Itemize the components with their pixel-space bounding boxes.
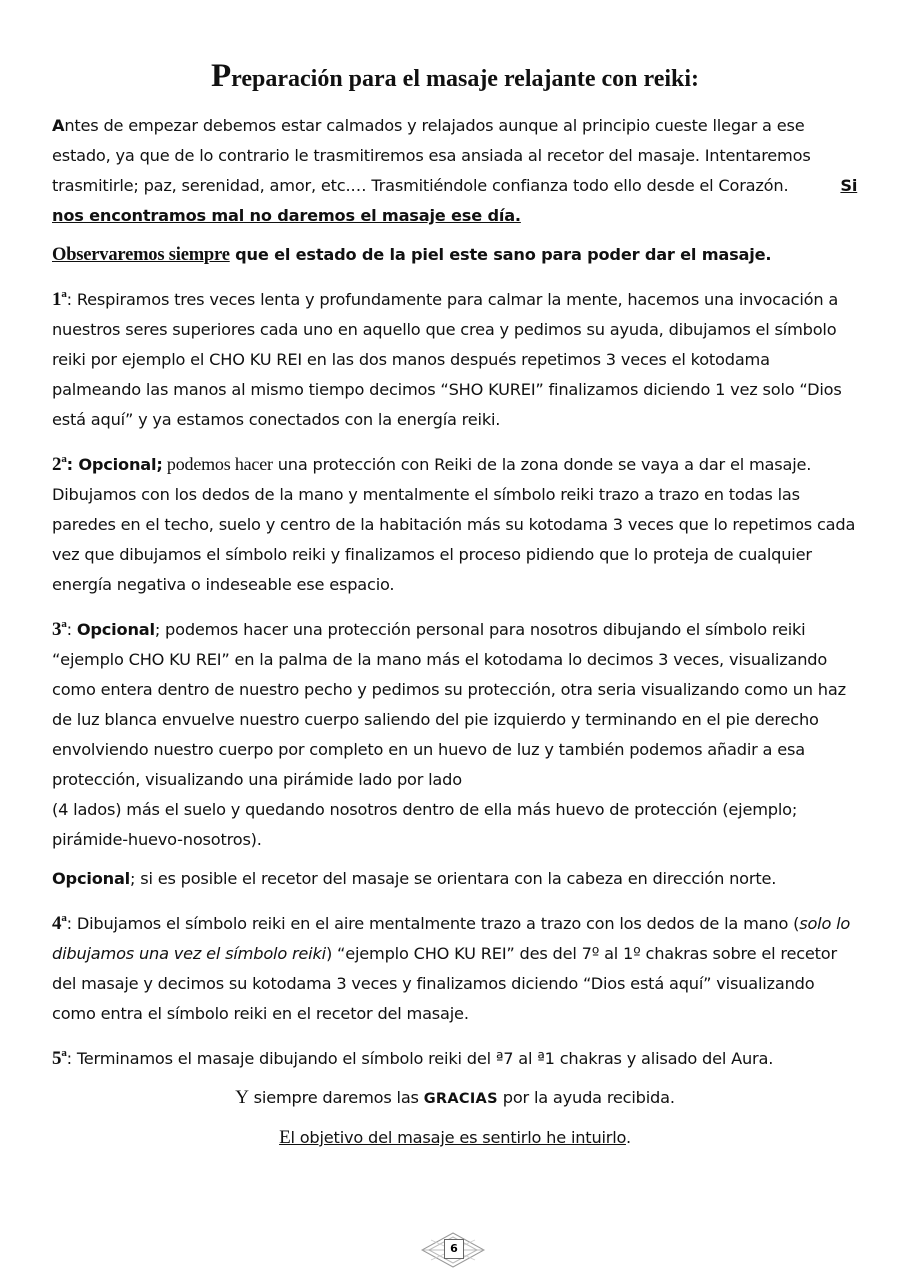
intro-warning: Si nos encontramos mal no daremos el masaje ese día. <box>52 176 858 225</box>
step-1-number: 1$^a$ <box>52 288 67 310</box>
step-2-label: : Opcional; <box>66 455 163 474</box>
step-2 <box>52 444 858 600</box>
title-cap: P <box>210 58 232 94</box>
step-3-number: 3$^a$ <box>52 618 67 640</box>
closing-cap: E <box>279 1127 291 1148</box>
step-3-pre: : <box>66 620 77 639</box>
thanks-text: siempre daremos las <box>248 1088 424 1107</box>
step-2-serif: podemos hacer <box>162 454 273 474</box>
thanks-gracias: GRACIAS <box>423 1091 498 1107</box>
step-2-text: una protección con Reiki de la zona donde se vaya a dar el masaje. Dibujamos con los dedos de la mano y mentalmente el símbolo reiki trazo a trazo en todas las paredes en el techo, suelo y centro de la habitación más su kotodama 3 veces que lo repetimos cada vez que dibujamos el símbolo reiki y finalizamos el proceso pidiendo que lo proteja de cualquier energía negativa o indeseable ese espacio. <box>52 455 856 594</box>
closing-underlined <box>279 1128 626 1147</box>
thanks-text-end: por la ayuda recibida. <box>497 1088 675 1107</box>
step-5-text: : Terminamos el masaje dibujando el símbolo reiki del ª7 al ª1 chakras y alisado del Aura. <box>66 1049 774 1068</box>
intro-text: ntes de empezar debemos estar calmados y relajados aunque al principio cueste llegar a ese estado, ya que de lo contrario le trasmitiremos esa ansiada al recetor del masaje. Intentaremos trasmitirle; paz, serenidad, amor, etc.… Trasmitiéndole confianza todo ello desde el Corazón. <box>52 116 811 195</box>
step-1 <box>52 279 858 435</box>
document-page <box>52 56 858 1162</box>
step-3 <box>52 609 858 855</box>
observe-text: que el estado de la piel este sano para poder dar el masaje. <box>229 245 772 264</box>
step-1-text: : Respiramos tres veces lenta y profundamente para calmar la mente, hacemos una invocación a nuestros seres superiores cada uno en aquello que crea y pedimos su ayuda, dibujamos el símbolo reiki por ejemplo el CHO KU REI en las dos manos después repetimos 3 veces el kotodama palmeando las manos al mismo tiempo decimos “SHO KUREI” finalizamos diciendo 1 vez solo “Dios está aquí” y ya estamos conectados con la energía reiki. <box>52 290 842 429</box>
step-5-number: 5$^a$ <box>52 1047 67 1069</box>
optional-note-text: ; si es posible el recetor del masaje se orientara con la cabeza en dirección norte. <box>130 869 777 888</box>
intro-cap: A <box>52 116 65 135</box>
step-5 <box>52 1038 858 1074</box>
step-2-number: 2$^a$ <box>52 453 67 475</box>
optional-note-label: Opcional <box>52 869 131 888</box>
title-rest: reparación para el masaje relajante con reiki: <box>231 66 700 92</box>
step-3-text: ; podemos hacer una protección personal para nosotros dibujando el símbolo reiki “ejemplo CHO KU REI” en la palma de la mano más el kotodama lo decimos 3 veces, visualizando como entera dentro de nuestro pecho y pedimos su protección, otra seria visualizando como un haz de luz blanca envuelve nuestro cuerpo saliendo del pie izquierdo y terminando en el pie derecho envolviendo nuestro cuerpo por completo en un huevo de luz y también podemos añadir a esa protección, visualizando una pirámide lado por lado <box>52 620 846 789</box>
page-title <box>52 56 858 99</box>
closing-text: l objetivo del masaje es sentirlo he intuirlo <box>290 1128 626 1147</box>
intro-paragraph <box>52 111 858 231</box>
thanks-cap: Y <box>235 1087 249 1108</box>
closing-period: . <box>625 1128 631 1147</box>
optional-note <box>52 864 858 894</box>
observe-paragraph <box>52 240 858 270</box>
step-4-number: 4$^a$ <box>52 912 67 934</box>
step-4 <box>52 903 858 1029</box>
page-number: 6 <box>444 1239 464 1259</box>
step-3-label: Opcional <box>76 620 155 639</box>
step-4-text-a: : Dibujamos el símbolo reiki en el aire mentalmente trazo a trazo con los dedos de la mano ( <box>66 914 800 933</box>
step-4-italic: solo lo dibujamos una vez el símbolo reiki <box>52 914 851 963</box>
thanks-line <box>52 1083 858 1114</box>
step-3-text-2: (4 lados) más el suelo y quedando nosotros dentro de ella más huevo de protección (ejemplo; pirámide-huevo-nosotros). <box>52 800 798 849</box>
step-4-text-b: ) “ejemplo CHO KU REI” des del 7º al 1º chakras sobre el recetor del masaje y decimos su kotodama 3 veces y finalizamos diciendo “Dios está aquí” visualizando como entra el símbolo reiki en el recetor del masaje. <box>52 944 837 1023</box>
closing-line <box>52 1123 858 1153</box>
observe-heading: Observaremos siempre <box>52 245 230 265</box>
